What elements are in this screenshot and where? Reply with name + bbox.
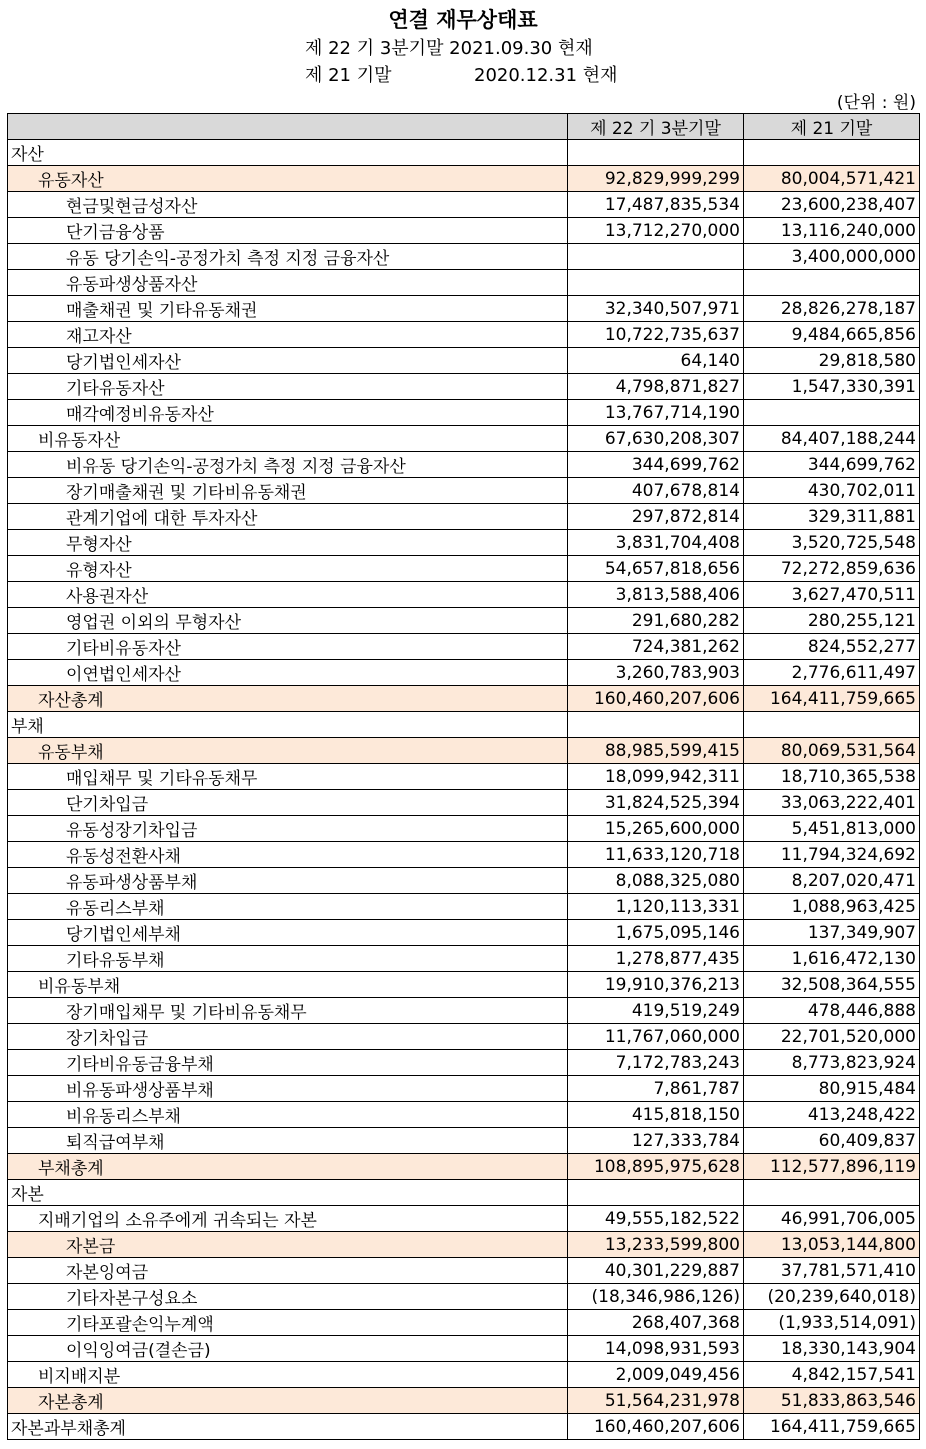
row-label: 유동 당기손익-공정가치 측정 지정 금융자산 bbox=[8, 244, 568, 270]
row-value-prior: 1,616,472,130 bbox=[744, 946, 920, 972]
row-value-prior: 5,451,813,000 bbox=[744, 816, 920, 842]
table-row bbox=[8, 738, 920, 764]
row-value-prior: 11,794,324,692 bbox=[744, 842, 920, 868]
row-value-prior: 164,411,759,665 bbox=[744, 686, 920, 712]
row-label: 비지배지분 bbox=[8, 1362, 568, 1388]
row-value-prior: 37,781,571,410 bbox=[744, 1258, 920, 1284]
row-label: 매입채무 및 기타유동채무 bbox=[8, 764, 568, 790]
row-value-current bbox=[568, 270, 744, 296]
row-value-prior: 413,248,422 bbox=[744, 1102, 920, 1128]
row-value-current: 297,872,814 bbox=[568, 504, 744, 530]
row-value-current: 13,767,714,190 bbox=[568, 400, 744, 426]
table-row bbox=[8, 686, 920, 712]
table-row bbox=[8, 1414, 920, 1440]
table-row bbox=[8, 1102, 920, 1128]
table-row bbox=[8, 1310, 920, 1336]
row-label: 자본총계 bbox=[8, 1388, 568, 1414]
row-value-current: 13,233,599,800 bbox=[568, 1232, 744, 1258]
row-value-prior: 13,053,144,800 bbox=[744, 1232, 920, 1258]
table-row bbox=[8, 894, 920, 920]
row-label: 유동파생상품부채 bbox=[8, 868, 568, 894]
row-value-current: 724,381,262 bbox=[568, 634, 744, 660]
row-label: 유동성전환사채 bbox=[8, 842, 568, 868]
table-row bbox=[8, 270, 920, 296]
table-row bbox=[8, 166, 920, 192]
row-value-current: 108,895,975,628 bbox=[568, 1154, 744, 1180]
row-label: 유동파생상품자산 bbox=[8, 270, 568, 296]
row-label: 장기차입금 bbox=[8, 1024, 568, 1050]
row-value-prior bbox=[744, 400, 920, 426]
row-value-current: 160,460,207,606 bbox=[568, 686, 744, 712]
row-label: 비유동파생상품부채 bbox=[8, 1076, 568, 1102]
row-value-prior: 33,063,222,401 bbox=[744, 790, 920, 816]
row-value-current: 160,460,207,606 bbox=[568, 1414, 744, 1440]
row-value-prior: 3,627,470,511 bbox=[744, 582, 920, 608]
table-row bbox=[8, 582, 920, 608]
table-row bbox=[8, 140, 920, 166]
table-row bbox=[8, 322, 920, 348]
table-row bbox=[8, 816, 920, 842]
row-value-prior: 430,702,011 bbox=[744, 478, 920, 504]
statement-title: 연결 재무상태표 bbox=[388, 8, 538, 32]
row-value-current: 8,088,325,080 bbox=[568, 868, 744, 894]
row-value-prior: 3,400,000,000 bbox=[744, 244, 920, 270]
row-value-prior bbox=[744, 712, 920, 738]
row-value-current bbox=[568, 712, 744, 738]
row-value-prior: 46,991,706,005 bbox=[744, 1206, 920, 1232]
table-row bbox=[8, 1362, 920, 1388]
table-row bbox=[8, 504, 920, 530]
row-value-current: 1,675,095,146 bbox=[568, 920, 744, 946]
row-label: 단기금융상품 bbox=[8, 218, 568, 244]
row-value-prior: 84,407,188,244 bbox=[744, 426, 920, 452]
table-row bbox=[8, 426, 920, 452]
row-value-current: 4,798,871,827 bbox=[568, 374, 744, 400]
table-row bbox=[8, 556, 920, 582]
row-label: 지배기업의 소유주에게 귀속되는 자본 bbox=[8, 1206, 568, 1232]
row-value-prior: 80,069,531,564 bbox=[744, 738, 920, 764]
row-label: 유동리스부채 bbox=[8, 894, 568, 920]
row-value-current: 344,699,762 bbox=[568, 452, 744, 478]
table-row bbox=[8, 712, 920, 738]
row-value-current bbox=[568, 1180, 744, 1206]
table-row bbox=[8, 1232, 920, 1258]
row-value-current: (18,346,986,126) bbox=[568, 1284, 744, 1310]
row-value-prior: 13,116,240,000 bbox=[744, 218, 920, 244]
table-row bbox=[8, 244, 920, 270]
row-value-current: 10,722,735,637 bbox=[568, 322, 744, 348]
row-label: 유동자산 bbox=[8, 166, 568, 192]
table-row bbox=[8, 1180, 920, 1206]
row-label: 자본 bbox=[8, 1180, 568, 1206]
period-prior-date: 2020.12.31 현재 bbox=[474, 65, 618, 86]
row-value-current: 7,861,787 bbox=[568, 1076, 744, 1102]
row-value-prior: 1,547,330,391 bbox=[744, 374, 920, 400]
row-value-current: 18,099,942,311 bbox=[568, 764, 744, 790]
period-current: 제 22 기 3분기말 2021.09.30 현재 bbox=[305, 38, 593, 59]
row-label: 기타자본구성요소 bbox=[8, 1284, 568, 1310]
row-value-prior: 80,915,484 bbox=[744, 1076, 920, 1102]
row-value-current: 19,910,376,213 bbox=[568, 972, 744, 998]
row-value-current: 127,333,784 bbox=[568, 1128, 744, 1154]
table-row bbox=[8, 946, 920, 972]
row-value-current: 3,831,704,408 bbox=[568, 530, 744, 556]
table-row bbox=[8, 608, 920, 634]
row-value-prior: 29,818,580 bbox=[744, 348, 920, 374]
table-row bbox=[8, 1050, 920, 1076]
row-label: 비유동부채 bbox=[8, 972, 568, 998]
table-row bbox=[8, 478, 920, 504]
table-row bbox=[8, 374, 920, 400]
header-prior-period: 제 21 기말 bbox=[744, 114, 920, 140]
table-row bbox=[8, 218, 920, 244]
table-row bbox=[8, 1258, 920, 1284]
row-value-prior bbox=[744, 1180, 920, 1206]
table-row bbox=[8, 530, 920, 556]
row-value-prior: 137,349,907 bbox=[744, 920, 920, 946]
row-value-prior: 22,701,520,000 bbox=[744, 1024, 920, 1050]
row-label: 단기차입금 bbox=[8, 790, 568, 816]
row-value-prior: 18,710,365,538 bbox=[744, 764, 920, 790]
row-label: 기타포괄손익누계액 bbox=[8, 1310, 568, 1336]
table-row bbox=[8, 1076, 920, 1102]
row-value-prior: 2,776,611,497 bbox=[744, 660, 920, 686]
balance-sheet-table bbox=[7, 113, 920, 1440]
row-value-current: 268,407,368 bbox=[568, 1310, 744, 1336]
row-label: 자산총계 bbox=[8, 686, 568, 712]
row-label: 유동부채 bbox=[8, 738, 568, 764]
row-value-prior: 51,833,863,546 bbox=[744, 1388, 920, 1414]
row-value-current: 3,813,588,406 bbox=[568, 582, 744, 608]
table-row bbox=[8, 1128, 920, 1154]
row-value-current: 49,555,182,522 bbox=[568, 1206, 744, 1232]
row-value-prior: 8,207,020,471 bbox=[744, 868, 920, 894]
row-value-current: 31,824,525,394 bbox=[568, 790, 744, 816]
row-value-prior: 4,842,157,541 bbox=[744, 1362, 920, 1388]
row-value-current: 32,340,507,971 bbox=[568, 296, 744, 322]
row-value-current: 1,120,113,331 bbox=[568, 894, 744, 920]
row-label: 당기법인세부채 bbox=[8, 920, 568, 946]
table-row bbox=[8, 998, 920, 1024]
row-value-current: 407,678,814 bbox=[568, 478, 744, 504]
table-row bbox=[8, 1206, 920, 1232]
row-value-prior: (1,933,514,091) bbox=[744, 1310, 920, 1336]
table-row bbox=[8, 1336, 920, 1362]
row-label: 비유동리스부채 bbox=[8, 1102, 568, 1128]
table-row bbox=[8, 842, 920, 868]
row-value-current: 7,172,783,243 bbox=[568, 1050, 744, 1076]
row-label: 부채 bbox=[8, 712, 568, 738]
row-label: 재고자산 bbox=[8, 322, 568, 348]
row-value-current: 15,265,600,000 bbox=[568, 816, 744, 842]
row-value-prior: 1,088,963,425 bbox=[744, 894, 920, 920]
table-row bbox=[8, 972, 920, 998]
row-label: 이연법인세자산 bbox=[8, 660, 568, 686]
header-account bbox=[8, 114, 568, 140]
row-value-prior: 23,600,238,407 bbox=[744, 192, 920, 218]
row-value-current: 14,098,931,593 bbox=[568, 1336, 744, 1362]
row-value-prior: 8,773,823,924 bbox=[744, 1050, 920, 1076]
row-value-current: 17,487,835,534 bbox=[568, 192, 744, 218]
row-value-prior bbox=[744, 140, 920, 166]
row-value-prior: 344,699,762 bbox=[744, 452, 920, 478]
row-label: 자본금 bbox=[8, 1232, 568, 1258]
row-label: 무형자산 bbox=[8, 530, 568, 556]
row-value-prior: 18,330,143,904 bbox=[744, 1336, 920, 1362]
table-body bbox=[8, 140, 920, 1440]
row-label: 현금및현금성자산 bbox=[8, 192, 568, 218]
table-row bbox=[8, 634, 920, 660]
row-label: 비유동자산 bbox=[8, 426, 568, 452]
row-label: 매각예정비유동자산 bbox=[8, 400, 568, 426]
row-label: 매출채권 및 기타유동채권 bbox=[8, 296, 568, 322]
row-value-current: 67,630,208,307 bbox=[568, 426, 744, 452]
row-value-current: 2,009,049,456 bbox=[568, 1362, 744, 1388]
row-value-prior: 280,255,121 bbox=[744, 608, 920, 634]
header-current-period: 제 22 기 3분기말 bbox=[568, 114, 744, 140]
row-label: 장기매입채무 및 기타비유동채무 bbox=[8, 998, 568, 1024]
row-value-prior: 9,484,665,856 bbox=[744, 322, 920, 348]
row-value-current bbox=[568, 244, 744, 270]
row-value-prior: 112,577,896,119 bbox=[744, 1154, 920, 1180]
row-label: 기타유동부채 bbox=[8, 946, 568, 972]
row-value-prior: 80,004,571,421 bbox=[744, 166, 920, 192]
row-label: 당기법인세자산 bbox=[8, 348, 568, 374]
row-label: 유동성장기차입금 bbox=[8, 816, 568, 842]
row-label: 기타비유동자산 bbox=[8, 634, 568, 660]
row-label: 비유동 당기손익-공정가치 측정 지정 금융자산 bbox=[8, 452, 568, 478]
table-row bbox=[8, 400, 920, 426]
row-value-current: 291,680,282 bbox=[568, 608, 744, 634]
table-row bbox=[8, 660, 920, 686]
row-value-current: 13,712,270,000 bbox=[568, 218, 744, 244]
table-row bbox=[8, 1154, 920, 1180]
row-value-current: 11,633,120,718 bbox=[568, 842, 744, 868]
row-value-current: 40,301,229,887 bbox=[568, 1258, 744, 1284]
row-value-prior: 824,552,277 bbox=[744, 634, 920, 660]
row-label: 부채총계 bbox=[8, 1154, 568, 1180]
table-row bbox=[8, 452, 920, 478]
row-value-current: 51,564,231,978 bbox=[568, 1388, 744, 1414]
table-row bbox=[8, 790, 920, 816]
row-value-current: 88,985,599,415 bbox=[568, 738, 744, 764]
row-label: 사용권자산 bbox=[8, 582, 568, 608]
row-label: 이익잉여금(결손금) bbox=[8, 1336, 568, 1362]
table-row bbox=[8, 1388, 920, 1414]
row-label: 퇴직급여부채 bbox=[8, 1128, 568, 1154]
row-value-current: 11,767,060,000 bbox=[568, 1024, 744, 1050]
row-label: 유형자산 bbox=[8, 556, 568, 582]
row-label: 자본잉여금 bbox=[8, 1258, 568, 1284]
row-value-prior: 3,520,725,548 bbox=[744, 530, 920, 556]
period-prior-label: 제 21 기말 bbox=[305, 65, 392, 86]
row-value-current: 64,140 bbox=[568, 348, 744, 374]
row-value-prior: 329,311,881 bbox=[744, 504, 920, 530]
row-label: 장기매출채권 및 기타비유동채권 bbox=[8, 478, 568, 504]
row-value-prior: 164,411,759,665 bbox=[744, 1414, 920, 1440]
row-value-current: 1,278,877,435 bbox=[568, 946, 744, 972]
row-label: 자산 bbox=[8, 140, 568, 166]
table-header-row bbox=[8, 114, 920, 140]
table-row bbox=[8, 1024, 920, 1050]
row-label: 관계기업에 대한 투자자산 bbox=[8, 504, 568, 530]
row-value-prior: 60,409,837 bbox=[744, 1128, 920, 1154]
table-row bbox=[8, 764, 920, 790]
table-row bbox=[8, 1284, 920, 1310]
unit-label: (단위 : 원) bbox=[836, 93, 916, 113]
row-value-current: 419,519,249 bbox=[568, 998, 744, 1024]
row-label: 영업권 이외의 무형자산 bbox=[8, 608, 568, 634]
row-value-current: 92,829,999,299 bbox=[568, 166, 744, 192]
row-value-current: 415,818,150 bbox=[568, 1102, 744, 1128]
row-value-current bbox=[568, 140, 744, 166]
table-row bbox=[8, 296, 920, 322]
row-value-current: 54,657,818,656 bbox=[568, 556, 744, 582]
row-value-prior: 478,446,888 bbox=[744, 998, 920, 1024]
table-row bbox=[8, 348, 920, 374]
row-value-prior: 32,508,364,555 bbox=[744, 972, 920, 998]
table-row bbox=[8, 868, 920, 894]
row-label: 기타유동자산 bbox=[8, 374, 568, 400]
table-row bbox=[8, 920, 920, 946]
row-value-prior: 28,826,278,187 bbox=[744, 296, 920, 322]
row-label: 기타비유동금융부채 bbox=[8, 1050, 568, 1076]
row-value-prior: (20,239,640,018) bbox=[744, 1284, 920, 1310]
row-label: 자본과부채총계 bbox=[8, 1414, 568, 1440]
row-value-prior: 72,272,859,636 bbox=[744, 556, 920, 582]
row-value-prior bbox=[744, 270, 920, 296]
table-row bbox=[8, 192, 920, 218]
row-value-current: 3,260,783,903 bbox=[568, 660, 744, 686]
